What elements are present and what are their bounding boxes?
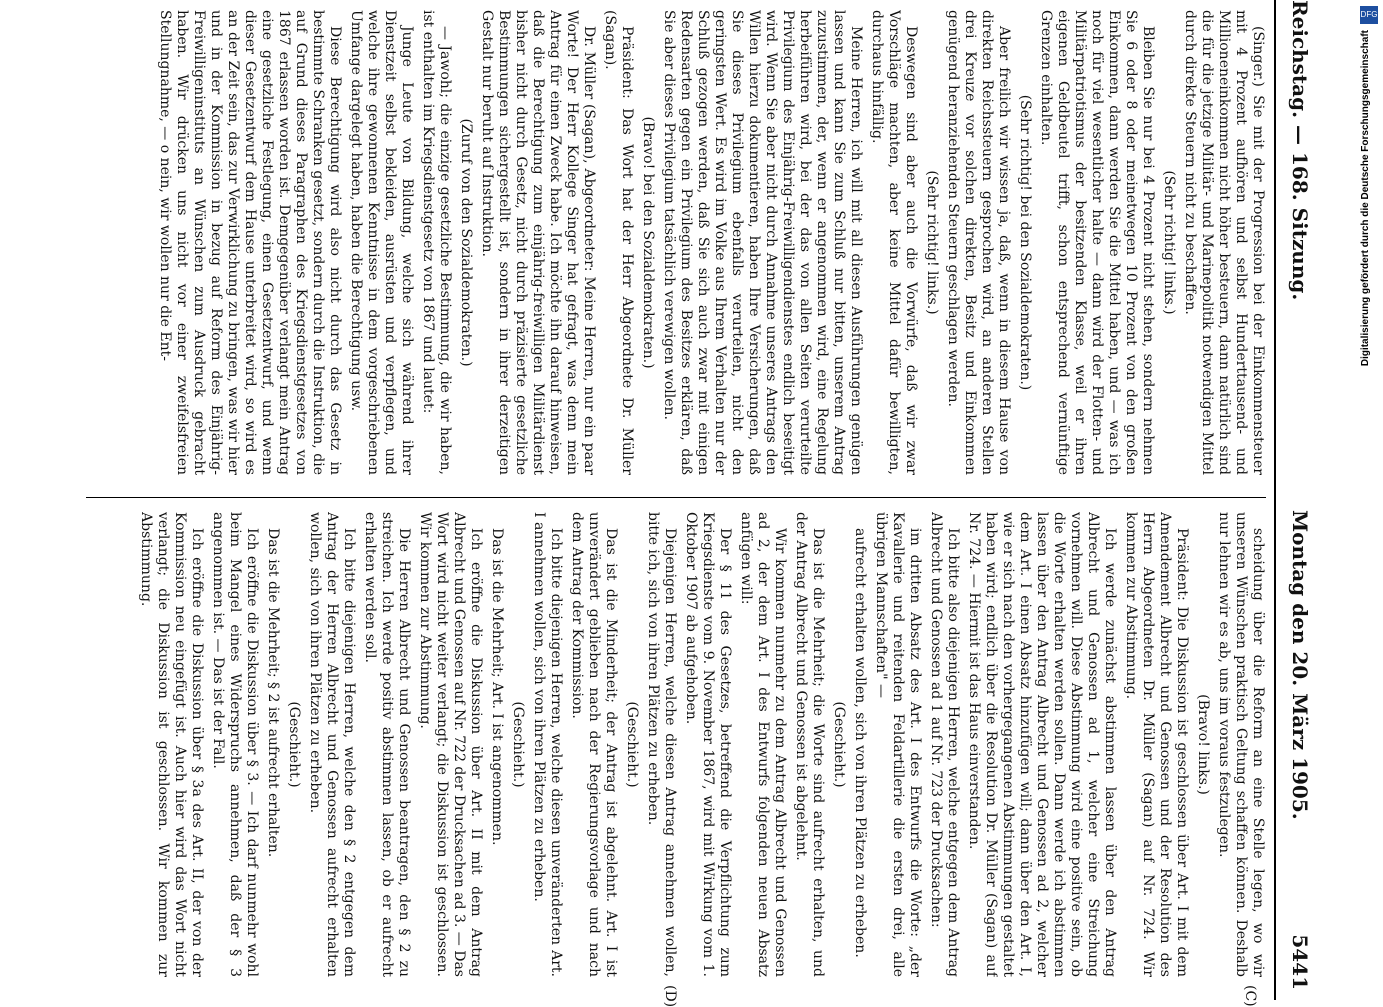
column-rule [86, 497, 1266, 498]
paragraph: Ich bitte also diejenigen Herren, welche entgegen dem Antrag Albrecht und Genossen ad 1 auf Nr. 723 der Drucksachen: [928, 512, 961, 977]
paragraph: Aber freilich wir wissen ja, daß, wenn in diesem Hause von direkten Reichssteuern gesprochen wird, an anderen Stellen drei Kreuze vor solchen direkten, Besitz und Einkommen genügend heranziehenden Steuern geschlagen werden. [945, 10, 1012, 475]
paragraph: Präsident: Das Wort hat der Herr Abgeordnete Dr. Müller (Sagan). [602, 10, 635, 475]
paragraph: Wir kommen nunmehr zu dem Antrag Albrecht und Genossen ad 2, der dem Art. I des Entwurfs folgenden neuen Absatz anfügen will: [738, 512, 788, 977]
paragraph: Das ist die Mehrheit; § 2 ist aufrecht erhalten. [265, 528, 281, 858]
paragraph: Die Herren Albrecht und Genossen beantragen, den § 2 zu streichen. Ich werde positiv abstimmen lassen, ob er aufrecht erhalten werden soll. [362, 512, 412, 977]
paragraph: Meine Herren, ich will mit all diesen Ausführungen genügen lassen und kann Sie zum Schluß nur bitten, unserem Antrag zuzustimmen, der, wenn er angenommen wird, eine Regelung herbeiführen wird, bei der das von allen Seiten verurteilte Privilegium des Einjährig-Freiwilligendienstes endlich beseitigt wird. Wenn Sie aber nicht durch Annahme unseres Antrags den Willen hierzu dokumentieren, haben Ihre Versicherungen, daß Sie dieses Privilegium ebenfalls verurteilen, nicht den geringsten Wert. Es wird im Volke aus Ihrem Verhalten nur der Schluß gezogen werden, daß Sie sich auch zwar mit einigen Redensarten gegen ein Privilegium des Besitzes erklären, daß Sie aber dieses Privilegium tatsächlich verewigen wollen. [661, 10, 864, 475]
paragraph: Ich werde zunächst abstimmen lassen über den Antrag Albrecht und Genossen ad 1, welcher eine Streichung vornehmen will. Diese Abstimmung wird eine positive sein, ob die Worte erhalten werden sollen. Dann werde ich abstimmen lassen über den Antrag Albrecht und Genossen ad 2, welcher dem Art. I einen Absatz hinzufügen will; dann über den Art. I, wie er sich nach den vorhergegangenen Abstimmungen gestaltet haben wird; endlich über die Resolution Dr. Müller (Sagan) auf Nr. 724. — Hiermit ist das Haus einverstanden. [966, 512, 1118, 977]
paragraph: (Geschieht.) [831, 701, 847, 788]
page-number: 5441 [1288, 934, 1312, 990]
paragraph: Dr. Müller (Sagan), Abgeordneter: Meine Herren, nur ein paar Worte! Der Herr Kollege Singer hat gefragt, was denn mein Antrag für einen Zweck habe. Ich möchte ihn darauf hinweisen, daß die Berechtigung zum einjährig-freiwilligen Militärdienst bisher nicht durch Gesetz, nicht durch präzisierte gesetzliche Bestimmungen sichergestellt ist, sondern in ihrer derzeitigen Gestalt nur beruht auf Instruktion. [479, 10, 597, 475]
paragraph: (Bravo! bei den Sozialdemokraten.) [640, 116, 656, 369]
paragraph: Das ist die Mehrheit; Art. I ist angenommen. [489, 528, 505, 846]
paragraph: Bleiben Sie nur bei 4 Prozent nicht stehen, sondern nehmen Sie 6 oder 8 oder meinetwegen 10 Prozent von den großen Einkommen, dann werden Sie die Mittel haben, und — was ich noch für viel wesentlicher halte — dann wird der Flotten- und Militärpatriotismus der besitzenden Klasse, weil er ihren eigenen Geldbeutel trifft, schon entsprechend vernünftige Grenzen einhalten. [1038, 10, 1156, 475]
paragraph: (Singer.) Sie mit der Progression bei der Einkommensteuer mit 4 Prozent aufhören und selbst Hunderttausend- und Millioneneinkommen nicht höher besteuern, dann natürlich sind die für die jetzige Militär- und Marinepolitik notwendigen Mittel durch direkte Steuern nicht zu beschaffen. [1182, 10, 1266, 475]
paragraph: scheidung über die Reform an eine Stelle legen, wo wir unseren Wünschen praktisch Geltung schaffen können. Deshalb nur lehnen wir es ab, uns im voraus festzulegen. [1216, 512, 1266, 977]
paragraph: Deswegen sind aber auch die Vorwürfe, daß wir zwar Vorschläge machten, aber keine Mittel dafür bewilligten, durchaus hinfällig. [869, 10, 919, 475]
paragraph: Ich eröffne die Diskussion über Art. II mit dem Antrag Albrecht und Genossen auf Nr. 722 der Drucksachen ad 3. — Das Wort wird nicht weiter verlangt; die Diskussion ist geschlossen. Wir kommen zur Abstimmung. [417, 512, 484, 977]
paragraph: (Geschieht.) [510, 701, 526, 788]
paragraph: Diese Berechtigung wird also nicht durch das Gesetz in bestimmte Schranken gesetzt, sondern durch die Instruktion, die auf Grund dieses Paragraphen des Kriegsdienstgesetzes von 1867 erlassen worden ist. Demgegenüber verlangt mein Antrag eine gesetzliche Festlegung, einen Gesetzentwurf, und wenn dieser Gesetzentwurf dem Hause unterbreitet wird, so wird es an der Zeit sein, das zur Verwirklichung zu bringen, was wir hier und in der Kommission in bezug auf Reform des Einjährig-Freiwilligeninstituts an Wünschen zum Ausdruck gebracht haben. Wir drücken uns nicht vor einer zweifelsfreien Stellungnahme, — o nein, wir wollen nur die Ent- [157, 10, 343, 475]
margin-mark-c: (C) [1242, 985, 1258, 1007]
paragraph: im dritten Absatz des Art. I des Entwurfs die Worte: „der Kavallerie und reitenden Feldartillerie die ersten drei, alle übrigen Mannschaften" — [873, 512, 923, 977]
dfg-logo: DFG [1360, 6, 1378, 24]
paragraph: Das ist die Minderheit; der Antrag ist abgelehnt. Art. I ist unverändert geblieben nach der Regierungsvorlage und nach dem Antrag der Kommission. [569, 512, 619, 977]
paragraph: (Geschieht.) [286, 701, 302, 788]
paragraph: (Sehr richtig! bei den Sozialdemokraten.) [1017, 94, 1033, 391]
paragraph: aufrecht erhalten wollen, sich von ihren Plätzen zu erheben. [852, 528, 868, 958]
paragraph: Der § 11 des Gesetzes, betreffend die Verpflichtung zum Kriegsdienste vom 9. November 1867, wird mit Wirkung vom 1. Oktober 1907 ab aufgehoben. [683, 512, 733, 977]
header-date: Montag den 20. März 1905. [1288, 510, 1312, 820]
paragraph: (Sehr richtig! links.) [1161, 170, 1177, 315]
digitization-credit [1357, 0, 1383, 1000]
paragraph: (Zuruf von den Sozialdemokraten.) [458, 118, 474, 367]
margin-mark-d: (D) [662, 985, 678, 1007]
left-column [86, 10, 1266, 475]
paragraph: Diejenigen Herren, welche diesen Antrag annehmen wollen, bitte ich, sich von ihren Plätzen zu erheben. [645, 512, 678, 977]
paragraph: — Jawohl; die einzige gesetzliche Bestimmung, die wir haben, ist enthalten im Kriegsdienstgesetz von 1867 und lautet: [420, 10, 453, 475]
right-column [86, 512, 1266, 977]
page-header [1278, 0, 1318, 1000]
paragraph: Junge Leute von Bildung, welche sich während ihrer Dienstzeit selbst bekleiden, ausrüsten und verpflegen, und welche ihre gewonnenen Kenntnisse in dem vorgeschriebenen Umfange dargelegt haben, haben die Berechtigung usw. [348, 10, 415, 475]
credit-text: Digitalisierung gefördert durch die Deutsche Forschungsgemeinschaft [1360, 30, 1371, 367]
paragraph: (Bravo! links.) [1195, 694, 1211, 795]
paragraph: (Sehr richtig! links.) [924, 170, 940, 315]
paragraph: Präsident: Die Diskussion ist geschlossen über Art. I mit dem Amendement Albrecht und Genossen und der Resolution des Herrn Abgeordneten Dr. Müller (Sagan) auf Nr. 724. Wir kommen zur Abstimmung. [1123, 512, 1190, 977]
paragraph: Ich bitte diejenigen Herren, welche den § 2 entgegen dem Antrag der Herren Albrecht und Genossen aufrecht erhalten wollen, sich von ihren Plätzen zu erheben. [307, 512, 357, 977]
paragraph: Das ist die Mehrheit; die Worte sind aufrecht erhalten, und der Antrag Albrecht und Genossen ist abgelehnt. [793, 512, 826, 977]
header-rule [1274, 0, 1276, 1000]
paragraph: (Geschieht.) [624, 701, 640, 788]
paragraph: Ich eröffne die Diskussion über § 3. — Ich darf nunmehr wohl beim Mangel eines Widerspruchs annehmen, daß der § 3 angenommen ist. — Das ist der Fall. [210, 512, 260, 977]
paragraph: Ich bitte diejenigen Herren, welche diesen unveränderten Art. I annehmen wollen, sich von ihren Plätzen zu erheben. [531, 512, 564, 977]
header-left: Reichstag. — 168. Sitzung. [1288, 0, 1312, 301]
rotated-sheet [56, 0, 1318, 1007]
paragraph: Ich eröffne die Diskussion über § 3a des Art. II, der von der Kommission neu eingefügt ist. Auch hier wird das Wort nicht verlangt; die Diskussion ist geschlossen. Wir kommen zur Abstimmung. [138, 512, 205, 977]
